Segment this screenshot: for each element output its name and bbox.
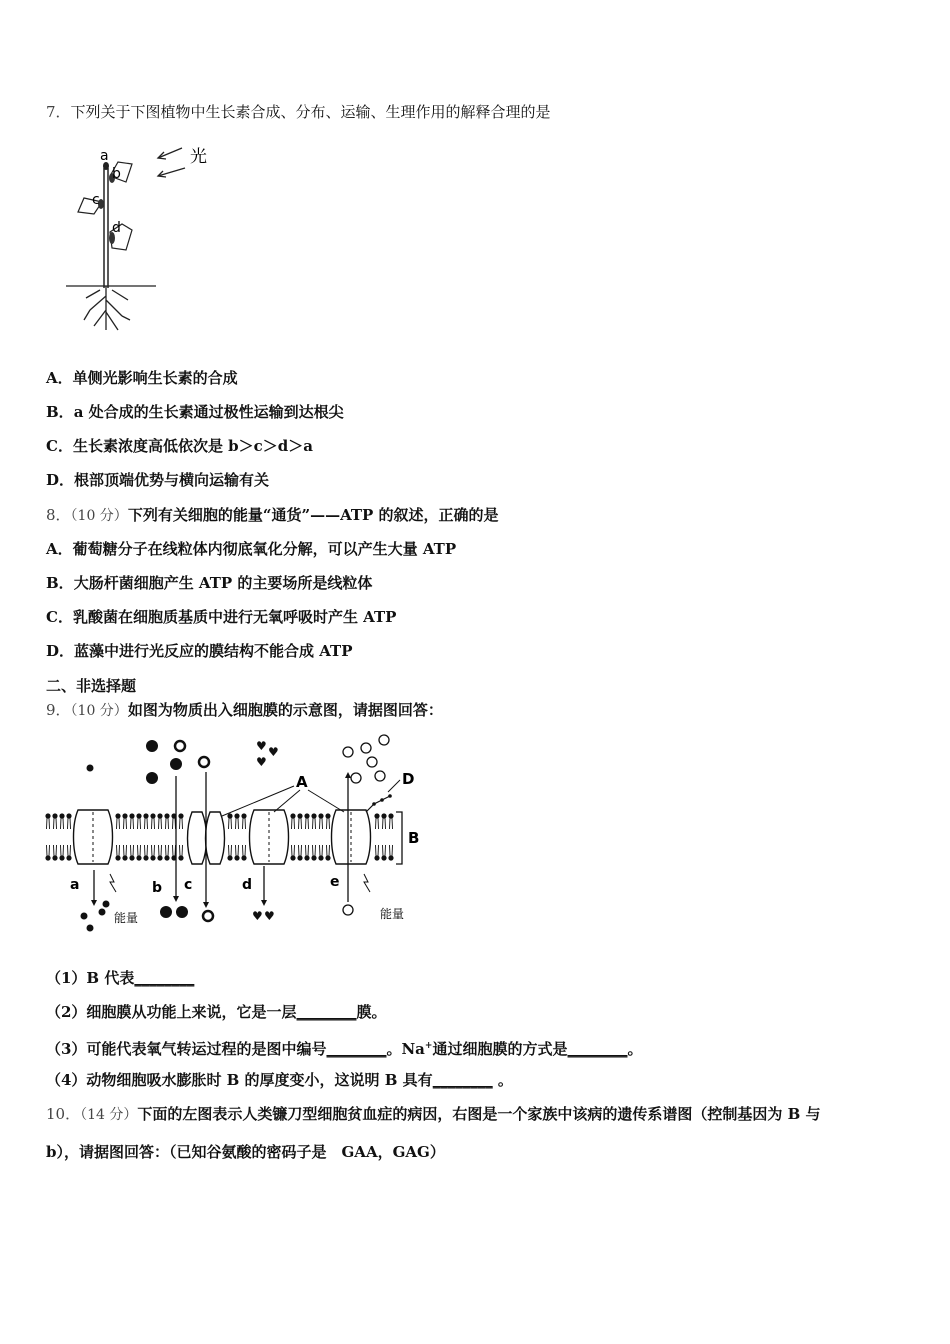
- q10-score: （14 分）: [80, 1107, 138, 1123]
- q8-option-c: C．乳酸菌在细胞质基质中进行无氧呼吸时产生 ATP: [46, 608, 397, 626]
- label-c: c: [92, 192, 100, 208]
- phospholipid-bottom: [304, 845, 309, 861]
- q9-sub3-blank2[interactable]: ________: [567, 1040, 628, 1058]
- energy-label-right: 能量: [380, 907, 405, 921]
- q7-option-d: D．根部顶端优势与横向运输有关: [46, 471, 270, 489]
- phospholipid-top: [115, 813, 120, 829]
- phospholipid-top: [136, 813, 141, 829]
- q9-sub4-blank[interactable]: ________: [432, 1071, 493, 1089]
- phospholipid-top: [381, 813, 386, 829]
- phospholipid-top: [304, 813, 309, 829]
- q9-sub3-blank1[interactable]: ________: [326, 1040, 387, 1058]
- phospholipid-top: [66, 813, 71, 829]
- phospholipid-bottom: [297, 845, 302, 861]
- phospholipid-bottom: [143, 845, 148, 861]
- label-a: a: [100, 148, 109, 164]
- phospholipid-bottom: [115, 845, 120, 861]
- phospholipid-top: [241, 813, 246, 829]
- phospholipid-bottom: [52, 845, 57, 861]
- phospholipid-top: [290, 813, 295, 829]
- q9-sub2-blank[interactable]: ________: [296, 1003, 357, 1021]
- phospholipid-bottom: [136, 845, 141, 861]
- q7-stem: 下列关于下图植物中生长素合成、分布、运输、生理作用的解释合理的是: [70, 103, 551, 121]
- phospholipid-top: [164, 813, 169, 829]
- phospholipid-bottom: [157, 845, 162, 861]
- label-c-membrane: c: [184, 877, 193, 893]
- phospholipid-top: [374, 813, 379, 829]
- label-d: d: [112, 220, 121, 236]
- q10-number: 10．: [46, 1105, 81, 1123]
- label-e-membrane: e: [330, 874, 340, 890]
- phospholipid-top: [52, 813, 57, 829]
- phospholipid-top: [45, 813, 50, 829]
- q7-stem-line: [46, 102, 551, 122]
- q7-option-c: C．生长素浓度高低依次是 b＞c＞d＞a: [46, 437, 314, 455]
- phospholipid-bottom: [318, 845, 323, 861]
- label-d-membrane: d: [242, 877, 253, 893]
- q7-option-b: B．a 处合成的生长素通过极性运输到达根尖: [46, 403, 344, 421]
- q9-sub1: （1）B 代表________: [46, 969, 195, 987]
- phospholipid-bottom: [164, 845, 169, 861]
- phospholipid-bottom: [241, 845, 246, 861]
- phospholipid-top: [311, 813, 316, 829]
- phospholipid-bottom: [45, 845, 50, 861]
- q8-option-a: A．葡萄糖分子在线粒体内彻底氧化分解，可以产生大量 ATP: [46, 540, 457, 558]
- phospholipid-bottom: [122, 845, 127, 861]
- phospholipid-top: [129, 813, 134, 829]
- phospholipid-top: [227, 813, 232, 829]
- energy-label-left: 能量: [114, 911, 139, 925]
- q9-score: （10 分）: [70, 703, 128, 719]
- phospholipid-top: [59, 813, 64, 829]
- phospholipid-bottom: [59, 845, 64, 861]
- q9-membrane-figure: [44, 732, 424, 937]
- phospholipid-bottom: [66, 845, 71, 861]
- section-title: 二、非选择题: [46, 677, 137, 695]
- svg-text:♥: ♥: [268, 745, 279, 759]
- phospholipid-top: [388, 813, 393, 829]
- q8-stem-line: [46, 505, 499, 526]
- q10-line2: b），请据图回答：（已知谷氨酸的密码子是 GAA，GAG）: [46, 1143, 445, 1161]
- label-a-membrane: a: [70, 877, 80, 893]
- svg-text:♥: ♥: [252, 909, 263, 923]
- phospholipid-top: [318, 813, 323, 829]
- phospholipid-top: [157, 813, 162, 829]
- q8-option-b: B．大肠杆菌细胞产生 ATP 的主要场所是线粒体: [46, 574, 373, 592]
- phospholipid-bottom: [234, 845, 239, 861]
- q10-line1: 10．（14 分）下面的左图表示人类镰刀型细胞贫血症的病因，右图是一个家族中该病的遗传系谱图（控制基因为 B 与: [46, 1105, 821, 1123]
- q9-number: 9．: [46, 701, 71, 719]
- svg-text:♥: ♥: [256, 739, 267, 753]
- q9-stem: 如图为物质出入细胞膜的示意图，请据图回答：: [127, 701, 443, 719]
- label-b: b: [112, 166, 121, 182]
- phospholipid-top: [325, 813, 330, 829]
- label-b-membrane: b: [152, 880, 163, 896]
- q8-score: （10 分）: [70, 508, 128, 524]
- phospholipid-top: [122, 813, 127, 829]
- q9-sub1-blank[interactable]: ________: [134, 969, 195, 987]
- q9-sub2: （2）细胞膜从功能上来说，它是一层________膜。: [46, 1003, 387, 1021]
- label-A: A: [296, 773, 308, 791]
- q9-sub3: （3）可能代表氧气转运过程的是图中编号________。Na+通过细胞膜的方式是________。: [46, 1040, 643, 1058]
- phospholipid-bottom: [381, 845, 386, 861]
- phospholipid-bottom: [374, 845, 379, 861]
- q8-number: 8．: [46, 506, 71, 524]
- phospholipid-top: [234, 813, 239, 829]
- svg-text:♥: ♥: [264, 909, 275, 923]
- q7-plant-figure: [60, 140, 230, 340]
- phospholipid-top: [178, 813, 183, 829]
- phospholipid-bottom: [227, 845, 232, 861]
- phospholipid-bottom: [150, 845, 155, 861]
- phospholipid-bottom: [129, 845, 134, 861]
- phospholipid-bottom: [311, 845, 316, 861]
- q7-number: 7．: [46, 103, 71, 121]
- q9-stem-line: [46, 700, 443, 721]
- phospholipid-top: [297, 813, 302, 829]
- q9-sub4: （4）动物细胞吸水膨胀时 B 的厚度变小，这说明 B 具有________ 。: [46, 1071, 513, 1089]
- phospholipid-bottom: [290, 845, 295, 861]
- label-B: B: [408, 829, 420, 847]
- phospholipid-bottom: [388, 845, 393, 861]
- q8-stem: 下列有关细胞的能量“通货”——ATP 的叙述，正确的是: [127, 506, 499, 524]
- phospholipid-top: [150, 813, 155, 829]
- phospholipid-bottom: [178, 845, 183, 861]
- q7-option-a: A．单侧光影响生长素的合成: [46, 369, 238, 387]
- svg-text:♥: ♥: [256, 755, 267, 769]
- q8-option-d: D．蓝藻中进行光反应的膜结构不能合成 ATP: [46, 642, 353, 660]
- label-D: D: [402, 770, 415, 788]
- label-light: 光: [190, 147, 207, 167]
- phospholipid-bottom: [325, 845, 330, 861]
- phospholipid-top: [143, 813, 148, 829]
